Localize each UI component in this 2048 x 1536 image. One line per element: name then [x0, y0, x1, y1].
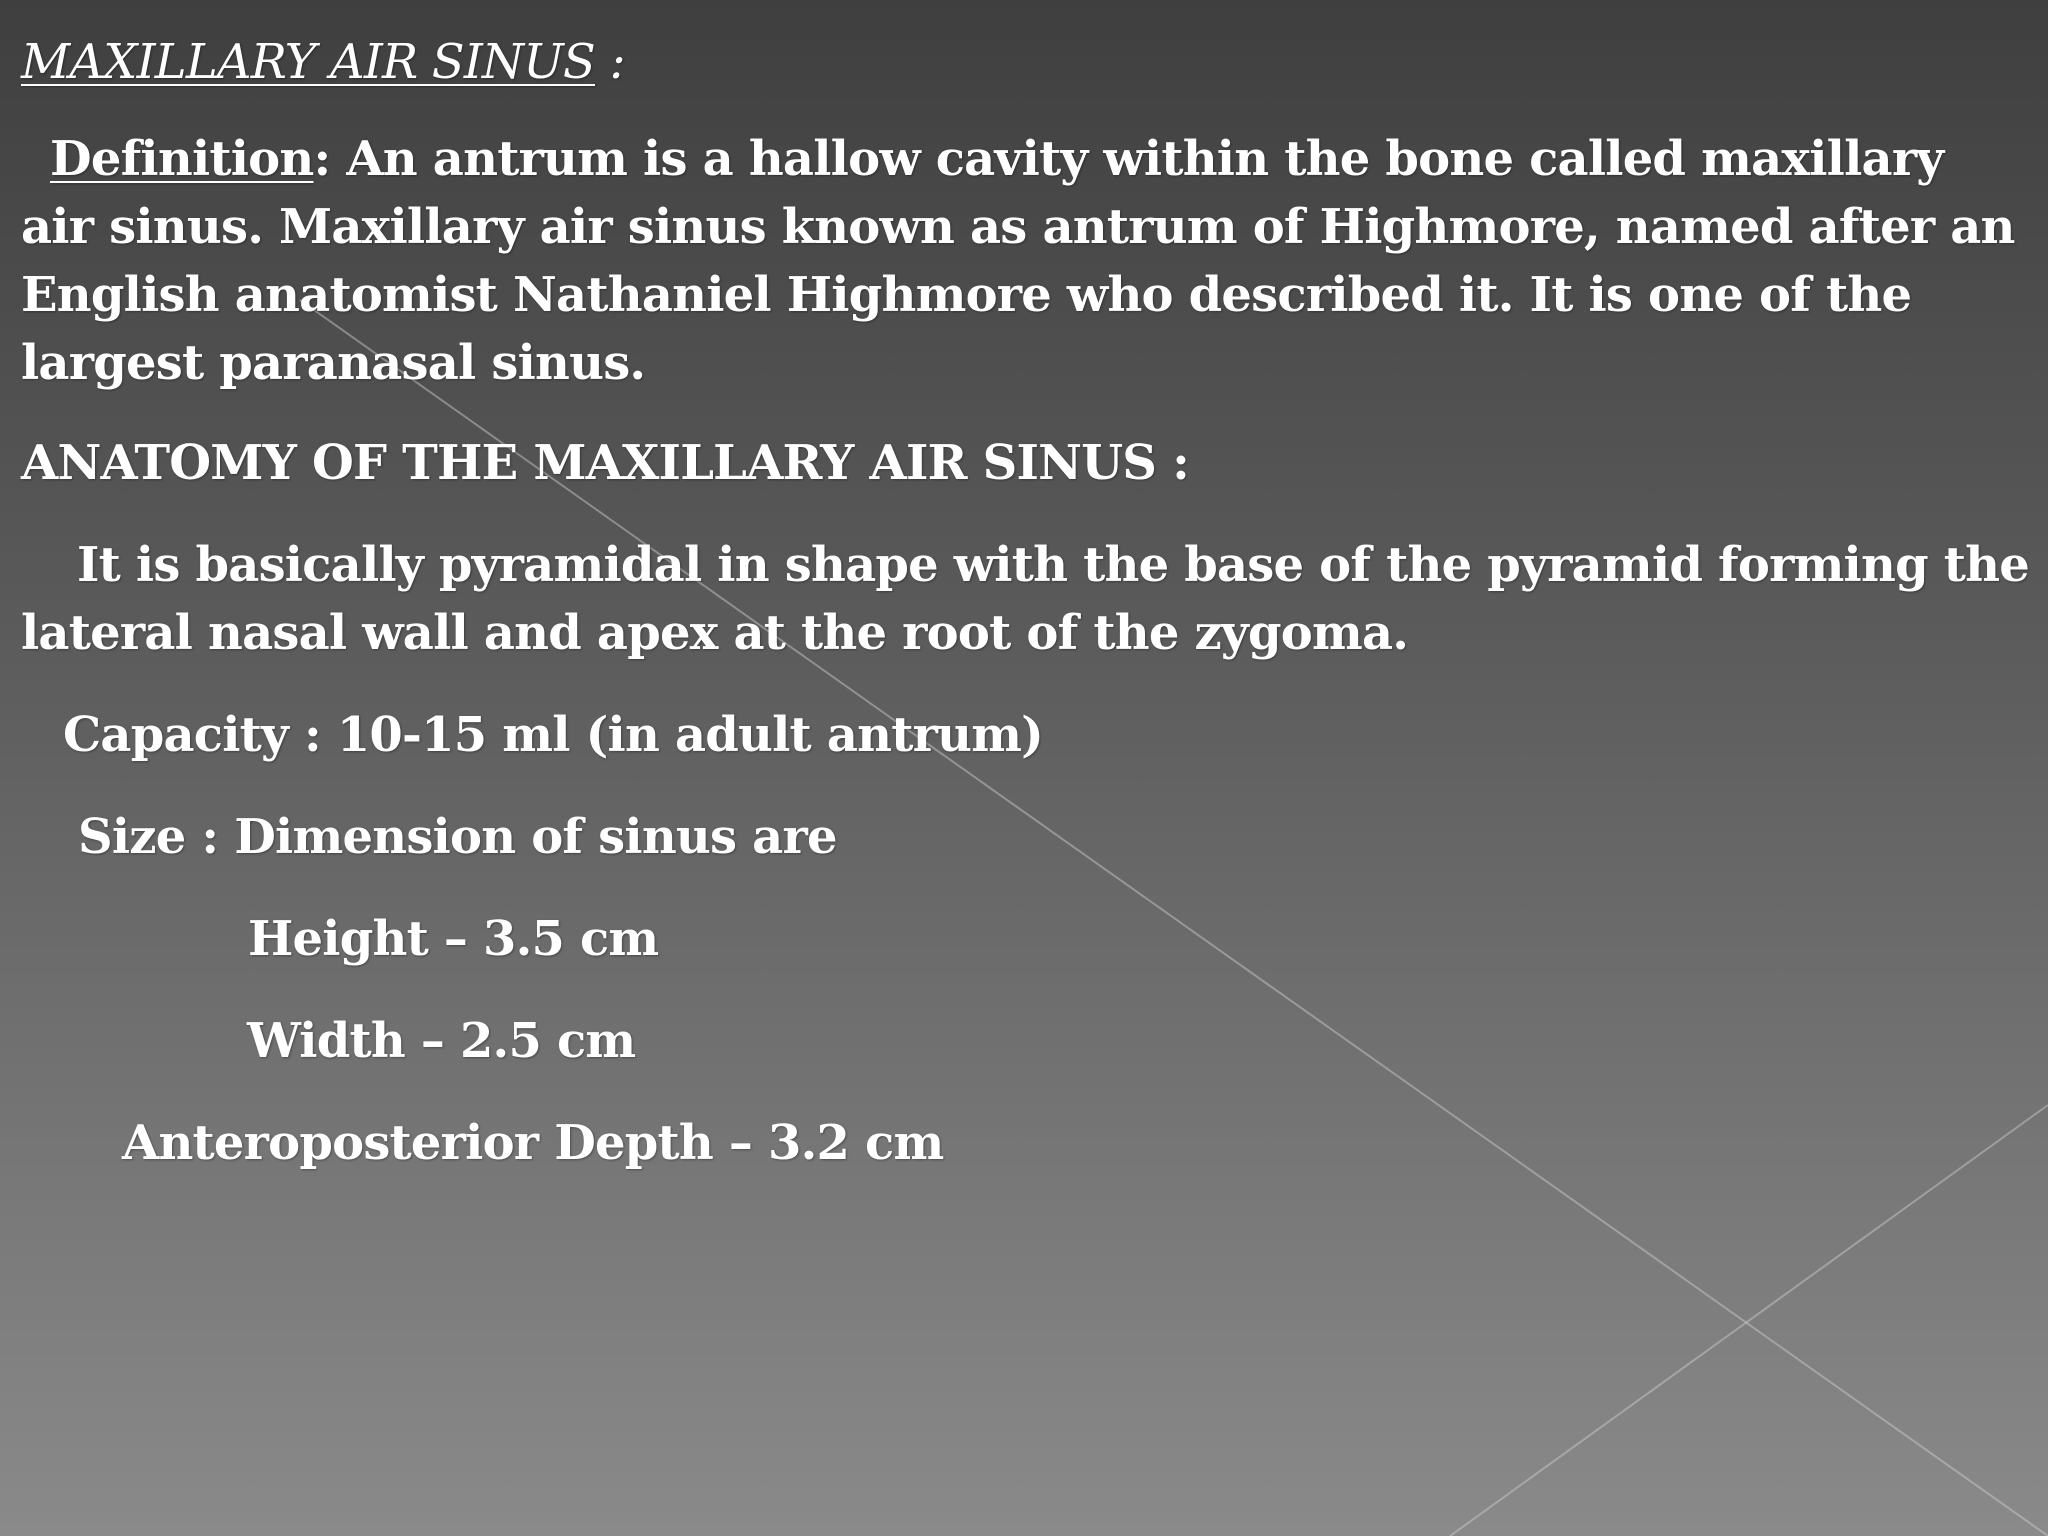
- definition-line-4: largest paranasal sinus.: [21, 335, 646, 391]
- definition-label: Definition: [50, 131, 314, 187]
- height-dimension: Height – 3.5 cm: [248, 911, 659, 967]
- size-text: Size : Dimension of sinus are: [78, 809, 837, 865]
- anatomy-line-1: It is basically pyramidal in shape with the base of the pyramid forming the: [77, 537, 2029, 593]
- slide-content: [21, 28, 2031, 1177]
- slide-title: [21, 28, 2031, 96]
- definition-text-1: : An antrum is a hallow cavity within the bone called maxillary: [313, 131, 1944, 187]
- depth-dimension: Anteroposterior Depth – 3.2 cm: [122, 1115, 944, 1171]
- title-suffix: :: [594, 34, 625, 90]
- anatomy-line-2: lateral nasal wall and apex at the root of the zygoma.: [21, 605, 1409, 661]
- definition-line-1: [21, 125, 2031, 193]
- definition-line-3: English anatomist Nathaniel Highmore who described it. It is one of the: [21, 267, 1912, 323]
- anatomy-heading: ANATOMY OF THE MAXILLARY AIR SINUS :: [21, 435, 1189, 491]
- capacity-text: Capacity : 10-15 ml (in adult antrum): [63, 707, 1044, 763]
- width-dimension: Width – 2.5 cm: [247, 1013, 636, 1069]
- title-text: MAXILLARY AIR SINUS: [21, 34, 595, 90]
- anatomy-paragraph: [21, 531, 2031, 667]
- definition-paragraph: [21, 125, 2031, 397]
- definition-line-2: air sinus. Maxillary air sinus known as antrum of Highmore, named after an: [21, 199, 2015, 255]
